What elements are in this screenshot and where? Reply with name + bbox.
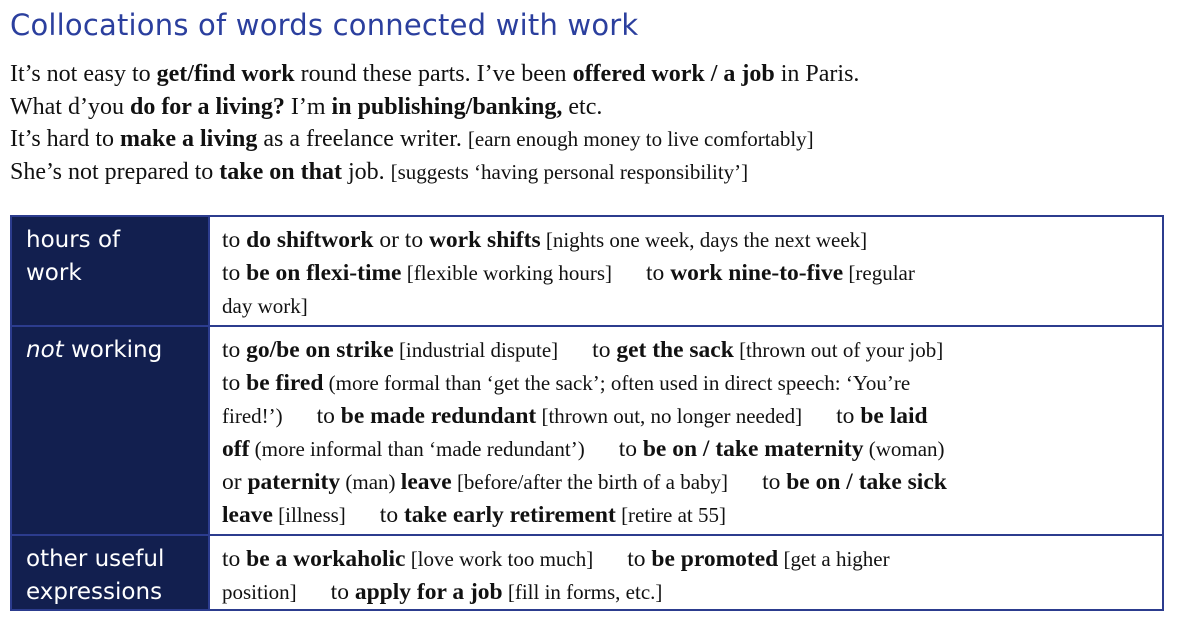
collocation-term: be on flexi-time xyxy=(246,260,402,286)
collocation-term: do shiftwork xyxy=(246,227,374,253)
text-segment: to xyxy=(330,579,355,605)
collocation-term: leave xyxy=(400,468,452,495)
collocation-line xyxy=(222,257,1152,290)
collocation-term: be on / take maternity xyxy=(642,435,864,462)
intro-line xyxy=(10,91,1180,124)
collocation-term: apply for a job xyxy=(354,579,503,605)
gloss-text: [thrown out, no longer needed] xyxy=(536,403,803,428)
gloss-text: [before/after the birth of a baby] xyxy=(451,469,729,494)
collocation-term: work nine-to-five xyxy=(670,260,844,286)
text-segment: as a freelance writer. xyxy=(257,126,468,152)
text-segment: to xyxy=(592,336,617,363)
text-segment: or to xyxy=(373,227,429,253)
collocation-line xyxy=(222,334,1152,367)
text-segment: round these parts. I’ve been xyxy=(294,61,573,87)
intro-line xyxy=(10,156,1180,189)
gloss-text: [fill in forms, etc.] xyxy=(502,580,663,604)
collocation-term: go/be on strike xyxy=(246,336,394,363)
text-segment: to xyxy=(836,402,861,429)
collocations-table xyxy=(10,215,1164,611)
collocation-term: be fired xyxy=(246,369,324,396)
collocation-term: be laid xyxy=(860,402,928,429)
category-label-italic: not xyxy=(26,336,64,363)
text-segment: or xyxy=(222,468,248,495)
gloss-text: [nights one week, days the next week] xyxy=(540,228,868,252)
intro-line xyxy=(10,123,1180,156)
text-segment: in Paris. xyxy=(774,61,860,87)
text-segment: [earn enough money to live comfortably] xyxy=(467,127,814,151)
collocation-term: be a workaholic xyxy=(246,546,406,572)
text-segment: etc. xyxy=(562,93,603,120)
gloss-text: (woman) xyxy=(863,436,945,461)
gloss-text: day work] xyxy=(222,294,308,318)
collocation-term: work shifts xyxy=(428,227,541,253)
category-label: expressions xyxy=(26,579,163,605)
collocation-term: make a living xyxy=(119,126,258,152)
text-segment: What d’you xyxy=(10,93,130,120)
category-label: hours of xyxy=(26,227,121,253)
collocation-line xyxy=(222,224,1152,257)
collocation-term: take early retirement xyxy=(403,501,616,528)
gloss-text: [flexible working hours] xyxy=(401,261,613,285)
gloss-text: [thrown out of your job] xyxy=(733,337,944,362)
gloss-text: [regular xyxy=(843,261,915,285)
text-segment: It’s hard to xyxy=(10,126,120,152)
page-title: Collocations of words connected with work xyxy=(10,8,639,42)
collocation-term: paternity xyxy=(247,468,341,495)
text-segment: to xyxy=(316,402,341,429)
gloss-text: [love work too much] xyxy=(405,547,594,571)
collocation-line xyxy=(222,290,1152,323)
collocations-cell xyxy=(208,327,1162,534)
category-label-rest: working xyxy=(63,336,163,363)
gloss-text: fired!’) xyxy=(222,403,283,428)
text-segment: She’s not prepared to xyxy=(10,158,220,185)
text-segment: to xyxy=(222,369,247,396)
collocation-term: get/find work xyxy=(156,61,295,87)
gloss-text: (man) xyxy=(340,469,401,494)
gloss-text: [illness] xyxy=(272,502,346,527)
intro-examples xyxy=(10,58,1180,188)
gloss-text: position] xyxy=(222,580,297,604)
collocation-term: be made redundant xyxy=(340,402,537,429)
collocation-term: off xyxy=(222,435,250,462)
text-segment: to xyxy=(222,227,247,253)
gloss-text: [industrial dispute] xyxy=(393,337,559,362)
text-segment: [suggests ‘having personal responsibility’] xyxy=(390,159,749,184)
collocation-term: be promoted xyxy=(651,546,779,572)
collocation-line xyxy=(222,367,1152,400)
text-segment: to xyxy=(222,336,247,363)
text-segment: to xyxy=(222,546,247,572)
category-label xyxy=(26,334,198,367)
collocation-term: do for a living? xyxy=(129,93,285,120)
collocation-term: be on / take sick xyxy=(786,468,947,495)
collocations-cell xyxy=(208,536,1162,609)
text-segment: It’s not easy to xyxy=(10,61,157,87)
text-segment: to xyxy=(762,468,787,495)
text-segment: job. xyxy=(341,158,391,185)
collocation-term: offered work / a job xyxy=(572,61,775,87)
gloss-text: (more informal than ‘made redundant’) xyxy=(249,436,585,461)
collocation-term: in publishing/banking, xyxy=(331,93,563,120)
collocations-cell xyxy=(208,217,1162,325)
text-segment: to xyxy=(222,260,247,286)
collocation-term: get the sack xyxy=(616,336,734,363)
table-row-hours-of-work xyxy=(12,217,1162,325)
category-cell xyxy=(12,217,208,325)
gloss-text: (more formal than ‘get the sack’; often used in direct speech: ‘You’re xyxy=(323,370,911,395)
collocation-term: take on that xyxy=(219,158,342,185)
category-cell xyxy=(12,327,208,534)
collocation-line xyxy=(222,499,1152,532)
category-label: work xyxy=(26,260,82,286)
category-label: other useful xyxy=(26,546,165,572)
collocation-line xyxy=(222,400,1152,433)
intro-line xyxy=(10,58,1180,91)
text-segment: to xyxy=(646,260,671,286)
collocation-line xyxy=(222,433,1152,466)
gloss-text: [get a higher xyxy=(778,547,890,571)
text-segment: to xyxy=(627,546,652,572)
text-segment: to xyxy=(618,435,643,462)
category-cell xyxy=(12,536,208,609)
text-segment: to xyxy=(379,501,404,528)
collocation-line xyxy=(222,466,1152,499)
table-row-other-useful-expressions xyxy=(12,534,1162,609)
gloss-text: [retire at 55] xyxy=(615,502,727,527)
collocation-line xyxy=(222,576,1152,609)
table-row-not-working xyxy=(12,325,1162,534)
text-segment: I’m xyxy=(284,93,332,120)
collocation-term: leave xyxy=(222,501,273,528)
collocation-line xyxy=(222,543,1152,576)
